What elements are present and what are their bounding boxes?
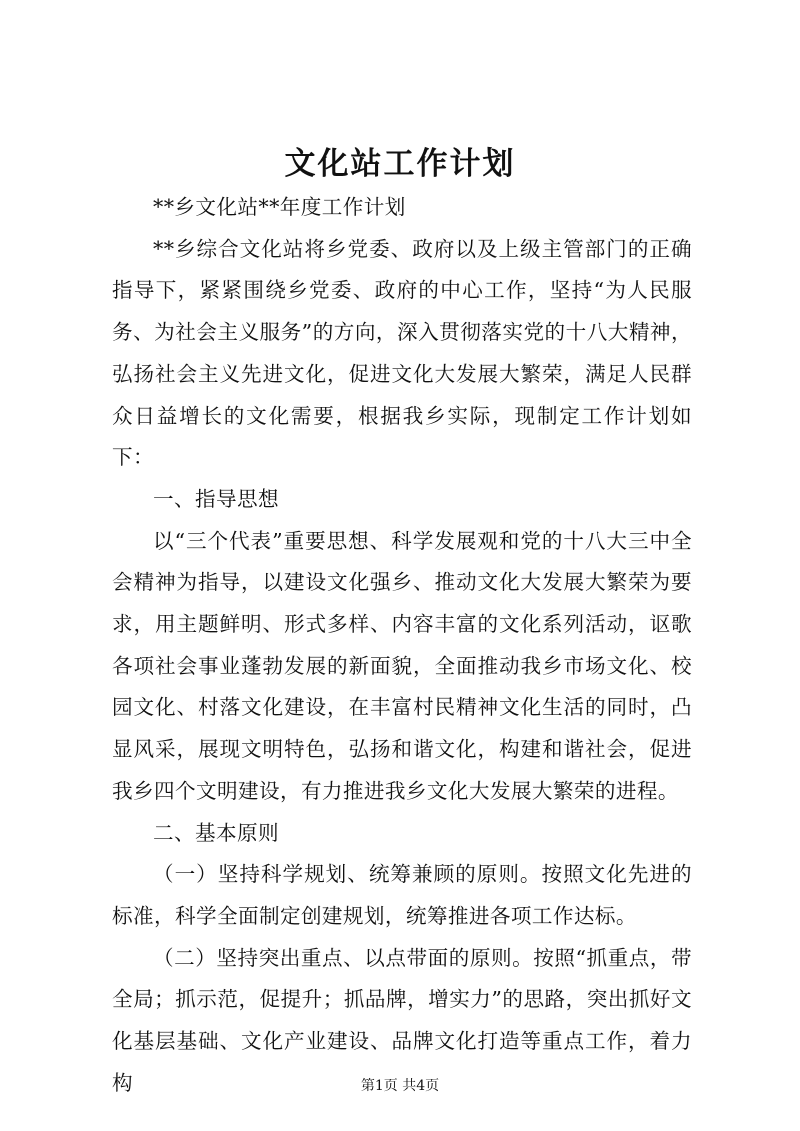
principle-one-paragraph: （一）坚持科学规划、统筹兼顾的原则。按照文化先进的标准，科学全面制定创建规划，统筹推进各项工作达标。	[112, 862, 692, 928]
subtitle-paragraph: **乡文化站**年度工作计划	[153, 195, 406, 219]
guiding-ideology-paragraph: 以“三个代表”重要思想、科学发展观和党的十八大三中全会精神为指导，以建设文化强乡、推动文化大发展大繁荣为要求，用主题鲜明、形式多样、内容丰富的文化系列活动，讴歌各项社会事业蓬勃发展的新面貌，全面推动我乡市场文化、校园文化、村落文化建设，在丰富村民精神文化生活的同时，凸显风采，展现文明特色，弘扬和谐文化，构建和谐社会，促进我乡四个文明建设，有力推进我乡文化大发展大繁荣的进程。	[112, 528, 692, 803]
page-footer: 第1页 共4页	[360, 1078, 440, 1094]
principle-two-paragraph: （二）坚持突出重点、以点带面的原则。按照“抓重点，带全局；抓示范，促提升；抓品牌，增实力”的思路，突出抓好文化基层基础、文化产业建设、品牌文化打造等重点工作，着力构	[112, 945, 692, 1095]
page-title: 文化站工作计划	[284, 146, 516, 182]
section-heading-guiding-ideology: 一、指导思想	[153, 486, 279, 511]
intro-paragraph: **乡综合文化站将乡党委、政府以及上级主管部门的正确指导下，紧紧围绕乡党委、政府的中心工作，坚持“为人民服务、为社会主义服务”的方向，深入贯彻落实党的十八大精神，弘扬社会主义先进文化，促进文化大发展大繁荣，满足人民群众日益增长的文化需要，根据我乡实际，现制定工作计划如下：	[112, 236, 692, 470]
section-heading-basic-principles: 二、基本原则	[153, 820, 279, 845]
document-body	[112, 187, 692, 1104]
